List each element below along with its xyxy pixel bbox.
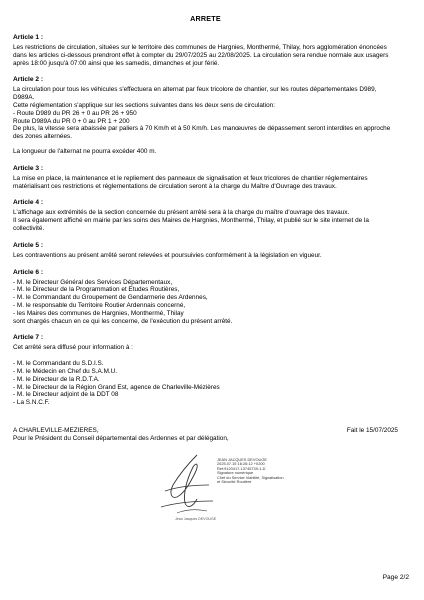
list-item: - M. le responsable du Territoire Routier Ardennais concerné,	[13, 301, 186, 309]
article-heading: Article 5 :	[13, 241, 44, 249]
list-item: - M. le Commandant du Groupement de Gendarmerie des Ardennes,	[13, 294, 208, 302]
list-item: - M. le Directeur Général des Services Départementaux,	[13, 278, 173, 286]
document-title: ARRETE	[190, 14, 221, 23]
list-item: sont chargés chacun en ce qui les concerne, de l'exécution du présent arrêté.	[13, 317, 233, 325]
list-item: - M. le Médecin en Chef du S.A.M.U.	[13, 367, 118, 375]
article-paragraph: Cette réglementation s'applique sur les sections suivantes dans les deux sens de circulation:	[13, 101, 275, 109]
article-4	[13, 199, 398, 232]
stamp-line: Chef du Service Viabilité, Signalisation	[217, 474, 284, 480]
list-item: - M. le Directeur adjoint de la DDT 08	[13, 391, 119, 399]
stamp-line: Signature numérique	[217, 470, 254, 476]
page-number: Page 2/2	[382, 574, 409, 581]
article-paragraph: Les restrictions de circulation, situées sur le territoire des communes de Hargnies, Monthermé, Thilay, hors agglomération énoncées dans les articles ci-dessous prendront effet à compter du 29/07/2025 au 22/08/2025. La circulation sera rendue normale aux usagers après 18:00 jusqu'à 07:00 ainsi que les samedis, dimanches et jour férié.	[13, 44, 389, 67]
article-paragraph: - Route D989 du PR 26 + 0 au PR 26 + 950	[13, 109, 137, 117]
article-heading: Article 3 :	[13, 164, 44, 172]
article-heading: Article 4 :	[13, 199, 44, 207]
list-item: - M. le Commandant du S.D.I.S.	[13, 360, 104, 368]
closing-block	[13, 427, 398, 443]
recipient-list	[13, 360, 398, 407]
article-paragraph: La mise en place, la maintenance et le repliement des panneaux de signalisation et feux tricolores de chantier réglementaires matérialisant ces restrictions et réglementations de circulation seront à la charge du Maître d'Ouvrage des travaux.	[13, 174, 368, 190]
article-heading: Article 7 :	[13, 334, 44, 342]
article-1	[13, 34, 398, 67]
list-item: - M. le Directeur de la R.D.T.A.	[13, 375, 100, 383]
signer-label: Jean Jacques DEVOUGE	[175, 516, 217, 521]
article-heading: Article 2 :	[13, 76, 44, 84]
closing-place: A CHARLEVILLE-MEZIERES,	[13, 426, 99, 434]
digital-signature-stamp	[217, 458, 284, 486]
article-paragraph: De plus, la vitesse sera abaissée par paliers à 70 Km/h et à 50 Km/h. Les manœuvres de dépassement seront interdites en approche des zones alternées.	[13, 125, 391, 141]
stamp-line: et Sécurité Routière	[217, 479, 252, 485]
article-3	[13, 165, 398, 191]
article-6	[13, 269, 398, 326]
stamp-line: JEAN JACQUES DEVOUGE	[217, 456, 267, 462]
article-5	[13, 242, 398, 260]
article-paragraph: Il sera également affiché en mairie par les soins des Maires de Hargnies, Monthermé, Thilay, et publié sur le site internet de la collectivité.	[13, 217, 369, 232]
closing-date: Fait le 15/07/2025	[346, 426, 398, 434]
article-heading: Article 6 :	[13, 268, 44, 276]
list-item: - les Maires des communes de Hargnies, Monthermé, Thilay	[13, 309, 184, 317]
article-paragraph: Cet arrêté sera diffusé pour information à :	[13, 344, 133, 352]
stamp-line: 2025.07.15 16:26:12 +0200	[217, 461, 265, 467]
list-item: - M. le Directeur de la Programmation et Etudes Routières,	[13, 286, 180, 294]
article-paragraph: L'affichage aux extrémités de la section concernée du présent arrêté sera à la charge du maître d'ouvrage des travaux.	[13, 209, 350, 217]
list-item: - La S.N.C.F.	[13, 399, 50, 407]
article-paragraph: La longueur de l'alternat ne pourra excéder 400 m.	[13, 147, 157, 155]
stamp-line: Ref:9120417-13745739-1-D	[217, 465, 266, 471]
article-paragraph: La circulation pour tous les véhicules s'effectuera en alternat par feux tricolore de chantier, sur les routes départementales D989, D989A.	[13, 86, 377, 102]
article-2	[13, 76, 398, 155]
signature-block	[13, 447, 398, 537]
article-paragraph: Route D989A du PR 0 + 0 au PR 1 + 200	[13, 117, 130, 125]
responsible-list	[13, 279, 398, 326]
article-heading: Article 1 :	[13, 34, 44, 41]
closing-delegation: Pour le Président du Conseil départemental des Ardennes et par délégation,	[13, 434, 229, 442]
list-item: - M. le Directeur de la Région Grand Est, agence de Charleville-Mézières	[13, 383, 220, 391]
article-7	[13, 334, 398, 407]
article-paragraph: Les contraventions au présent arrêté seront relevées et poursuivies conformément à la législation en vigueur.	[13, 251, 322, 259]
